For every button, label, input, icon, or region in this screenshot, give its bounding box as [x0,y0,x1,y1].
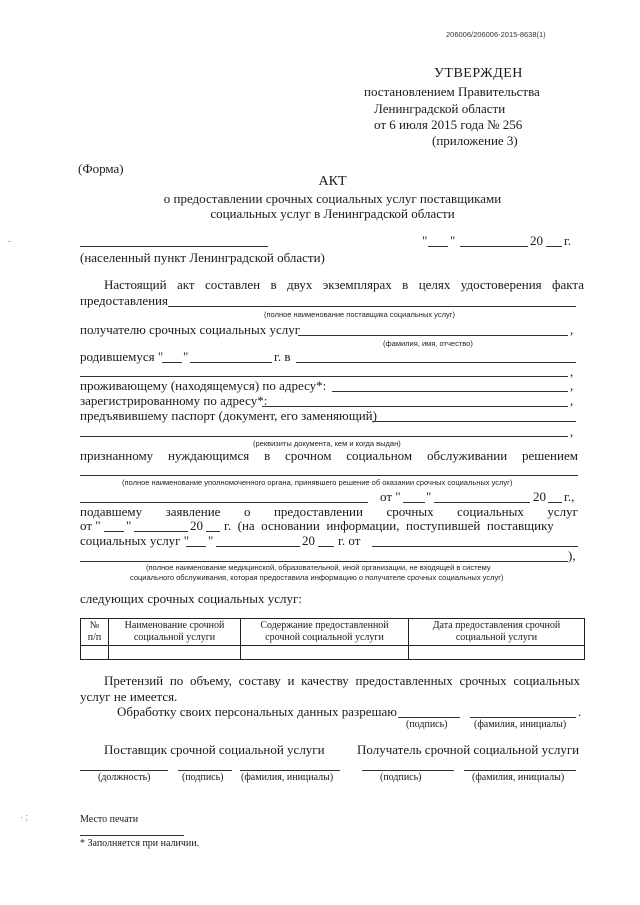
applied-word: предоставлении [273,504,363,519]
recipient-label: получателю срочных социальных услуг [80,322,301,337]
need-word: нуждающимся [167,448,250,463]
date-year-line[interactable] [546,246,562,247]
born-g: г. в [274,349,291,364]
from-year: 20 [533,489,546,504]
document-id: 206006/206006-2015-8638(1) [446,30,546,39]
table-cell[interactable] [109,646,241,660]
passport-line[interactable] [372,421,576,422]
recipient-sign-caption: (подпись) [380,772,422,783]
header-service-content: Содержание предоставленной срочной социальной услуги [241,619,409,646]
need-word: в [264,448,271,463]
fio-caption: (фамилия, имя, отчество) [383,339,473,348]
need-word: признанному [80,448,154,463]
provider-fio-caption: (фамилия, инициалы) [241,772,334,783]
date-open-quote: " [422,233,428,248]
applied-word: социальных [457,504,524,519]
from2-day-line[interactable] [104,531,124,532]
footnote: * Заполняется при наличии. [80,838,200,849]
from-day-line[interactable] [403,502,425,503]
from2-month-line[interactable] [134,531,188,532]
date-close-quote: " [450,233,456,248]
social-org-line-2[interactable] [80,561,568,562]
footnote-rule [80,835,184,836]
date-year: 20 [530,233,543,248]
provision-label: предоставления [80,293,168,308]
social-from: г. от [338,533,361,548]
recipient-fio-line[interactable] [464,770,576,771]
provider-title: Поставщик срочной социальной услуги [104,742,325,757]
passport-comma: , [570,424,574,439]
claims-line-1: Претензий по объему, составу и качеству предоставленных срочных социальных [104,673,580,688]
born-label: родившемуся " [80,349,164,364]
provider-sign-line[interactable] [178,770,232,771]
residing-comma: , [570,378,574,393]
decision-line-2[interactable] [80,502,368,503]
table-cell[interactable] [409,646,585,660]
born-quote: " [183,349,189,364]
position-line[interactable] [80,770,168,771]
social-month-line[interactable] [216,546,300,547]
from-suffix: г., [564,489,575,504]
org-caption-2: социального обслуживания, которая предоставила информацию о получателе срочных социальных услуг) [130,573,504,582]
passport-label: предъявившему паспорт (документ, его заменяющий) [80,408,377,423]
scan-mark: · ; [20,812,28,822]
seal-place: Место печати [80,814,139,825]
locality-caption: (населенный пункт Ленинградской области) [80,250,325,265]
approval-line-4: (приложение 3) [432,133,518,148]
decision-line[interactable] [80,475,578,476]
date-day-line[interactable] [428,246,448,247]
form-label: (Форма) [78,161,124,176]
provider-line[interactable] [168,306,576,307]
consent-text: Обработку своих персональных данных разрешаю [117,704,397,719]
locality-line[interactable] [80,246,268,247]
born-comma: , [570,364,574,379]
decision-caption: (полное наименование уполномоченного органа, принявшего решение об оказании срочных социальных услуг) [122,478,513,487]
act-title: АКТ [318,174,347,189]
from2-rest-text: г. (на основании информации, поступившей поставщику [224,518,554,533]
consent-sign-caption: (подпись) [406,719,448,730]
approval-line-1: постановлением Правительства [364,84,540,99]
provider-sign-caption: (подпись) [182,772,224,783]
recipient-fio-caption: (фамилия, инициалы) [472,772,565,783]
header-service-date: Дата предоставления срочной социальной услуги [409,619,585,646]
social-org-line[interactable] [372,546,578,547]
from-year-line[interactable] [548,502,562,503]
applied-word: о [243,504,251,519]
table-cell[interactable] [241,646,409,660]
passport-line-2[interactable] [80,436,568,437]
claims-line-2: услуг не имеется. [80,689,178,704]
act-subtitle-1: о предоставлении срочных социальных услуг поставщиками [163,191,502,206]
org-caption-1: (полное наименование медицинской, образовательной, иной организации, не входящей в систему [146,563,491,572]
need-word: срочном [285,448,332,463]
date-suffix: г. [564,233,572,248]
approval-line-3: от 6 июля 2015 года № 256 [374,117,523,132]
recipient-sign-line[interactable] [362,770,454,771]
from-quote: " [426,489,432,504]
social-day-line[interactable] [186,546,206,547]
applied-word: услуг [547,504,578,519]
provider-fio-line[interactable] [240,770,340,771]
need-word: обслуживании [426,448,508,463]
consent-end: . [578,704,582,719]
intro-paragraph: Настоящий акт составлен в двух экземплярах в целях удостоверения факта [104,277,584,292]
residing-line[interactable] [332,391,568,392]
doc-caption: (реквизиты документа, кем и когда выдан) [253,439,401,448]
born-day-line[interactable] [162,362,182,363]
recipient-comma: , [570,322,574,337]
born-month-line[interactable] [190,362,272,363]
social-year-line[interactable] [318,546,334,547]
provider-caption: (полное наименование поставщика социальных услуг) [264,310,455,319]
consent-fio-caption: (фамилия, инициалы) [474,719,567,730]
approval-line-2: Ленинградской области [374,101,506,116]
from2-year-line[interactable] [206,531,220,532]
table-row[interactable] [81,646,585,660]
date-month-line[interactable] [460,246,528,247]
services-table [80,618,585,660]
from2-quote: " [126,518,132,533]
registered-line[interactable] [262,406,568,407]
from2-label: от " [80,518,101,533]
table-header-row [81,619,585,646]
consent-sign-line[interactable] [398,717,460,718]
need-word: решением [522,448,578,463]
from-month-line[interactable] [434,502,530,503]
need-line [80,448,578,464]
approval-title: УТВЕРЖДЕН [434,66,523,81]
scan-mark: - [8,236,11,246]
recipient-title: Получатель срочной социальной услуги [357,742,580,757]
need-word: социальном [346,448,413,463]
applied-word: заявление [165,504,221,519]
table-cell[interactable] [81,646,109,660]
registered-label: зарегистрированному по адресу*: [80,393,268,408]
social-quote: " [208,533,214,548]
residing-label: проживающему (находящемуся) по адресу*: [80,378,327,393]
consent-fio-line[interactable] [470,717,576,718]
from-label: от " [380,489,401,504]
act-subtitle-2: социальных услуг в Ленинградской области [210,206,455,221]
from2-year: 20 [190,518,203,533]
header-service-name: Наименование срочной социальной услуги [109,619,241,646]
registered-comma: , [570,393,574,408]
position-caption: (должность) [98,772,151,783]
born-place-line-2[interactable] [80,376,568,377]
recipient-fio-line[interactable] [298,335,568,336]
social-year: 20 [302,533,315,548]
social-label: социальных услуг " [80,533,190,548]
header-number: № п/п [81,619,109,646]
applied-word: подавшему [80,504,143,519]
applied-word: срочных [386,504,434,519]
born-place-line[interactable] [296,362,576,363]
from2-rest [224,518,578,534]
closing-paren: ), [568,548,576,563]
following-services: следующих срочных социальных услуг: [80,591,302,606]
